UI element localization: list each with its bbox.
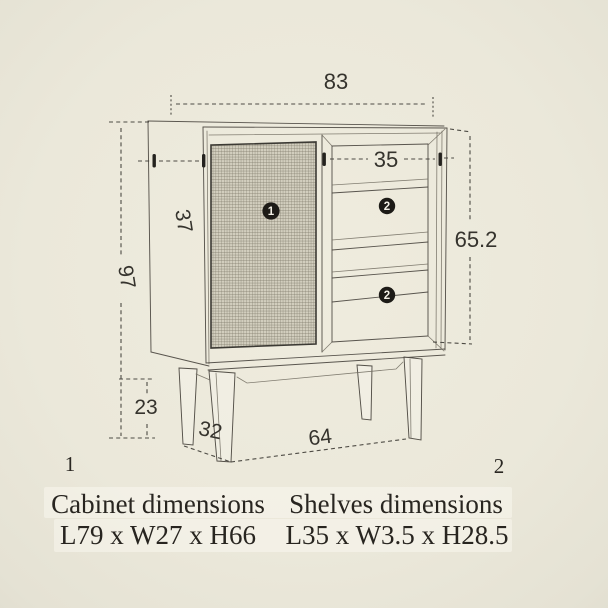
legs [179, 357, 422, 462]
footnote-marker-2: 2 [493, 454, 505, 478]
badge-shelf-bottom [379, 287, 395, 303]
badge-shelf-top-number: 2 [383, 201, 391, 214]
cane-door [211, 142, 316, 348]
badge-door [262, 202, 279, 219]
dim-leg-height [119, 379, 158, 437]
rear-right-leg [357, 365, 372, 420]
dim-case-height [433, 129, 497, 344]
dim-top-width-label: 83 [323, 69, 349, 94]
dim-top-width [171, 69, 433, 117]
dim-leg-height-label: 23 [134, 396, 158, 419]
dim-total-height [109, 122, 158, 438]
shelves-dimensions-title: Shelves dimensions [289, 489, 503, 519]
dim-base-width-label: 64 [307, 424, 334, 451]
footnote-marker-1: 1 [64, 452, 76, 476]
badge-shelf-bottom-number: 2 [383, 290, 391, 303]
cabinet-dimensions-title: Cabinet dimensions [51, 489, 265, 519]
side-apron [196, 374, 210, 380]
front-apron [237, 362, 403, 383]
badge-door-number: 1 [267, 206, 275, 219]
cane-mesh-panel [211, 142, 316, 348]
front-right-leg [404, 357, 422, 440]
dim-base-depth-label: 32 [196, 416, 225, 445]
rear-left-leg [179, 368, 197, 445]
dim-total-height-label: 97 [113, 263, 140, 291]
shelves-dimensions-size: L35 x W3.5 x H28.5 [285, 520, 509, 550]
dim-shelf-width-label: 35 [373, 147, 399, 172]
cabinet-dimensions-size: L79 x W27 x H66 [60, 520, 256, 550]
dim-case-height-label: 65.2 [454, 227, 498, 252]
badge-shelf-top [379, 198, 395, 214]
front-left-leg [209, 371, 235, 462]
dim-top-depth-label: 37 [170, 207, 197, 235]
dim-shelf-width [323, 147, 455, 172]
